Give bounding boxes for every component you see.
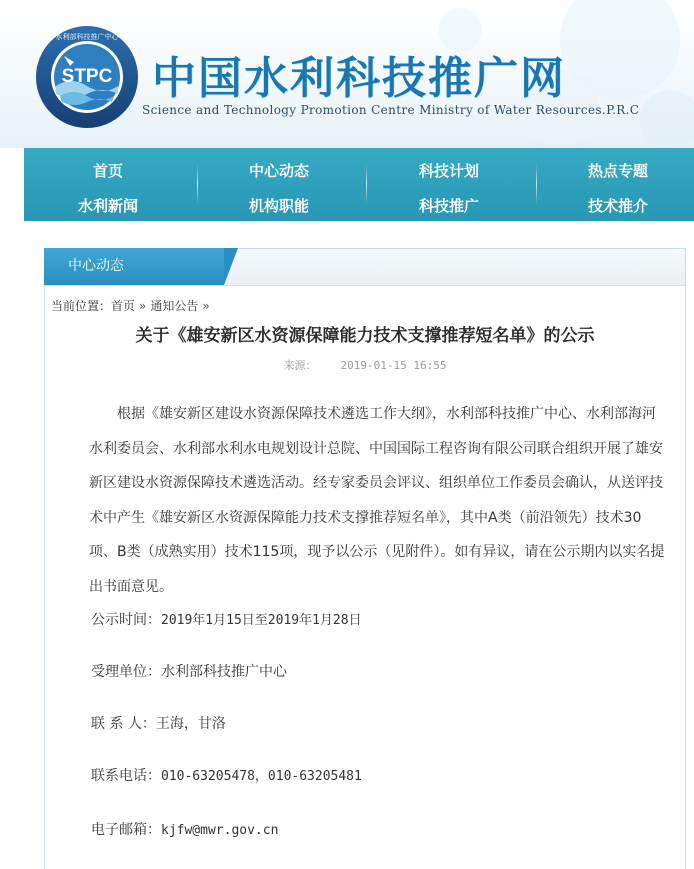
panel-tab-fold [224, 248, 238, 285]
main-nav [24, 148, 694, 221]
stpc-logo[interactable] [34, 24, 140, 130]
contact-email [91, 819, 278, 839]
receiving-unit [91, 661, 287, 681]
notice-period-label: 公示时间： [91, 612, 161, 628]
nav-item-tech-plan[interactable]: 科技计划 [418, 162, 479, 180]
source-label: 来源： [283, 359, 317, 372]
nav-item-hot-topics[interactable]: 热点专题 [587, 162, 648, 180]
nav-item-center-news[interactable]: 中心动态 [248, 162, 309, 180]
breadcrumb-link-notices[interactable]: 通知公告 [150, 299, 199, 313]
site-title: 中国水利科技推广网 [152, 53, 566, 104]
contact-phone [91, 765, 362, 785]
contact-email-label: 电子邮箱： [91, 822, 161, 838]
site-header [0, 0, 694, 148]
contact-person-label: 联 系 人： [91, 716, 156, 732]
nav-item-tech-promotion[interactable]: 科技推广 [418, 197, 479, 215]
contact-phone-value: 010-63205478，010-63205481 [161, 769, 362, 784]
article-meta [45, 357, 685, 373]
nav-item-water-news[interactable]: 水利新闻 [77, 197, 138, 215]
receiving-unit-value: 水利部科技推广中心 [161, 664, 287, 680]
publish-date: 2019-01-15 16:55 [340, 359, 447, 372]
content-panel [44, 248, 686, 869]
notice-period-value: 2019年1月15日至2019年1月28日 [161, 613, 362, 628]
notice-period [91, 609, 362, 629]
article-body [89, 397, 665, 604]
nav-divider [366, 164, 367, 204]
logo-text: STPC [61, 66, 113, 87]
nav-item-home[interactable]: 首页 [92, 162, 123, 180]
contact-person [91, 713, 226, 733]
panel-tab-center-news[interactable]: 中心动态 [44, 248, 224, 285]
article-title: 关于《雄安新区水资源保障能力技术支撑推荐短名单》的公示 [135, 326, 595, 346]
contact-phone-label: 联系电话： [91, 768, 161, 784]
contact-person-value: 王海，甘洛 [155, 716, 226, 732]
nav-divider [536, 164, 537, 204]
logo-ring-text: 水利部科技推广中心 [55, 33, 119, 41]
contact-email-link[interactable]: kjfw@mwr.gov.cn [161, 823, 279, 838]
breadcrumb-separator: » [202, 299, 210, 313]
breadcrumb-link-home[interactable]: 首页 [111, 299, 136, 313]
panel-header [45, 249, 685, 286]
breadcrumb-prefix: 当前位置： [51, 299, 112, 313]
site-subtitle: Science and Technology Promotion Centre Ministry of Water Resources.P.R.C [142, 103, 640, 117]
breadcrumb [51, 297, 214, 314]
article-paragraph: 根据《雄安新区建设水资源保障技术遴选工作大纲》，水利部科技推广中心、水利部海河水利委员会、水利部水利水电规划设计总院、中国国际工程咨询有限公司联合组织开展了雄安新区建设水资源保障技术遴选活动。经专家委员会评议、组织单位工作委员会确认，从送评技术中产生《雄安新区水资源保障能力技术支撑推荐短名单》，其中A类（前沿领先）技术30项、B类（成熟实用）技术115项，现予以公示（见附件）。如有异议，请在公示期内以实名提出书面意见。 [89, 406, 665, 595]
nav-divider [197, 164, 198, 204]
breadcrumb-separator: » [139, 299, 147, 313]
nav-item-org-functions[interactable]: 机构职能 [248, 197, 309, 215]
receiving-unit-label: 受理单位： [91, 664, 161, 680]
nav-item-tech-recommend[interactable]: 技术推介 [587, 197, 648, 215]
